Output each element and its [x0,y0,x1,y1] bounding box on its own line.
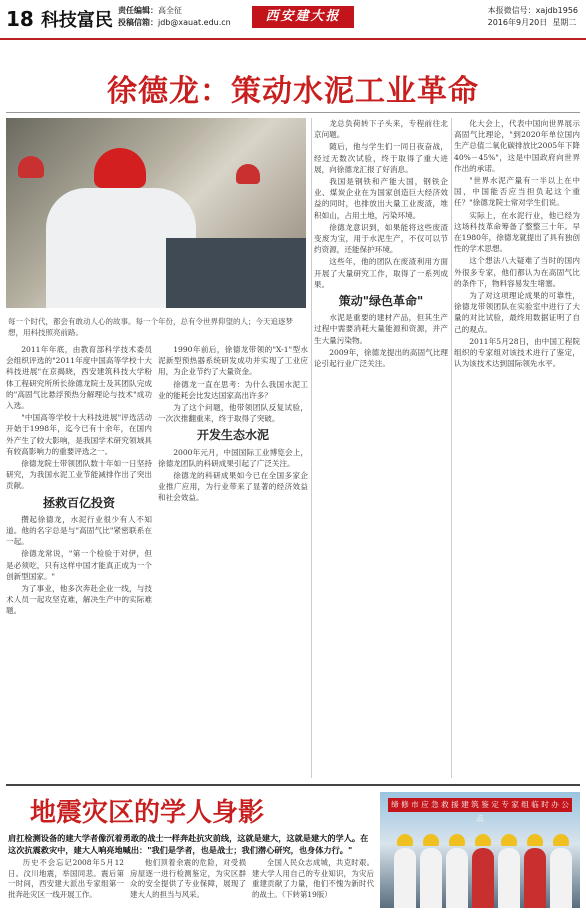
photo-banner: 缔 修 市 应 急 救 援 建 筑 鉴 定 专 家 组 临 时 办 公 点 [388,798,572,812]
paragraph: 为了事业，他多次奔赴企业一线，与技术人员一起攻坚克难，解决生产中的实际难题。 [6,584,152,616]
bottom-column-2 [130,858,246,908]
issue-weekday: 星期二 [552,18,577,27]
article-column-3 [314,118,448,778]
paragraph: 龙总负荷转下子头来，专程前往北京问题。 [314,119,448,140]
paragraph: 2000年元月，中国国际工业博览会上，徐德龙团队的科研成果引起了广泛关注。 [158,447,308,468]
paragraph: 历史不会忘记2008年5月12日。汶川地震，举国同悲。震后第一时间，西安建大派出专家组第一批奔赴灾区一线开展工作。 [8,858,124,899]
desk-shape [166,238,306,308]
editor-name: 高全征 [158,6,182,15]
earthquake-team-photo [380,792,580,908]
column-divider [451,118,452,778]
paragraph: 全国人民众志成城，共克时艰。建大学人用自己的专业知识，为灾后重建贡献了力量，他们不愧为新时代的战士。（下转第19版） [252,858,374,899]
paragraph: 这个想法八大疑难了当时的国内外很多专家，他们都认为在高固气比的条件下，物料容易发生堵塞。 [454,256,580,288]
page-header-left [6,6,113,32]
paragraph: 他们顶着余震的危险，对受损房屋逐一进行检测鉴定，为灾区群众的安全提供了专业保障，展现了建大人的担当与风采。 [130,858,246,899]
column-divider [311,118,312,778]
helmet-icon [18,156,44,178]
section-divider [6,784,580,786]
bottom-column-3 [252,858,374,908]
helmet-icon [94,148,146,188]
paragraph: 这些年，他的团队在废渣利用方面开展了大量研究工作，取得了一系列成果。 [314,257,448,289]
masthead [0,0,586,40]
worker-figure [394,848,416,908]
helmet-icon [236,164,260,184]
paragraph: 2011年5月28日，由中国工程院组织的专家组对该技术进行了鉴定，认为该技术达到国际领先水平。 [454,336,580,369]
issue-date: 2016年9月20日 [487,18,548,27]
paragraph: 水泥是重要的建材产品，但其生产过程中需要消耗大量能源和资源，并产生大量污染物。 [314,313,448,345]
wechat-id: xajdb1956 [535,6,578,15]
issue-info [488,5,578,29]
paragraph: 为了这个问题，他带领团队反复试验，一次次推翻重来，终于取得了突破。 [158,403,308,424]
editor-info [118,5,231,29]
secondary-headline: 地震灾区的学人身影 [30,798,265,828]
editor-label: 责任编辑： [118,6,158,15]
paragraph: 徐德龙常说，"第一个检验于对伊，但是必须吃，只有这样中国才能真正成为一个创新型国家。" [6,549,152,581]
paragraph: "世界水泥产量有一半以上在中国，中国能否应当担负起这个重任？"徐德龙院士常对学生们说。 [454,176,580,208]
photo-caption: 每一个时代，都会有敢动人心的故事。每一个年份，总有令世界仰望的人；今天追逐梦想，用科技照亮前路。 [8,317,293,337]
paragraph: 我国是钢铁和产能大国，钢铁企业、煤炭企业在为国家创造巨大经济效益的同时，也排放出大量工业废渣，堆积如山，占用土地，污染环境。 [314,177,448,220]
worker-figure [472,848,494,908]
wechat-label: 本报微信号： [487,6,536,15]
bottom-column-1 [8,858,124,908]
paragraph: 徐德龙院士带领团队数十年如一日坚持研究，为我国水泥工业节能减排作出了突出贡献。 [6,459,152,491]
paragraph: 徐德龙的科研成果如今已在全国多家企业推广应用，为行业带来了显著的经济效益和社会效益。 [158,471,308,503]
paragraph: 徐德龙意识到，如果能将这些废渣变废为宝，用于水泥生产，不仅可以节约资源，还能保护环境。 [314,222,448,255]
paragraph: "中国高等学校十大科技进展"评选活动开始于1998年，迄今已有十余年，在国内外产生了较大影响，是我国学术研究领域具有较高影响力的重要评选之一。 [6,413,152,456]
paragraph: 2011年年底，由教育部科学技术委员会组织评选的"2011年度中国高等学校十大科技进展"在京揭晓，西安建筑科技大学粉体工程研究所所长徐德龙院士及其团队完成的"高固气比悬浮预热分解理论与技术"成功入选。 [6,345,152,411]
paragraph: 2009年，徐德龙提出的高固气比理论引起行业广泛关注。 [314,347,448,369]
worker-figure [420,848,442,908]
paragraph: 徐德龙一直在思考：为什么我国水泥工业的能耗会比发达国家高出许多？ [158,379,308,400]
email-address[interactable]: jdb@xauat.edu.cn [158,18,231,27]
worker-figure [524,848,546,908]
worker-figure [550,848,572,908]
paragraph: 1990年前后，徐德龙带领的"X-1"型水泥新型预热器系统研发成功并实现了工业应用，为企业节约了大量资金。 [158,345,308,377]
paragraph: 随后，他与学生们一同日夜奋战，经过无数次试验，终于取得了重大进展，向徐德龙汇报了好消息。 [314,142,448,174]
article-deck: 肩扛检测设备的建大学者像沉着勇敢的战士一样奔赴抗灾前线，这就是建大，这就是建大的学人。在这次抗震救灾中，建大人响亮地喊出："我们是学者，也是战士；我们潜心研究，也身体力行。" [8,833,369,855]
main-headline: 徐德龙：策动水泥工业革命 [107,74,479,109]
section-title: 科技富民 [40,10,113,31]
paragraph: 化大会上，代表中国向世界展示高固气比理论，"到2020年单位国内生产总值二氧化碳排放比2005年下降40%－45%"，这是中国政府向世界作出的承诺。 [454,119,580,173]
subheading: 开发生态水泥 [196,428,269,443]
construction-site-photo [6,118,306,308]
paragraph: 为了对这项理论成果的可靠性，徐德龙带领团队在实验室中进行了大量的对比试验，最终用数据证明了自己的观点。 [454,291,580,334]
article-column-4 [454,118,580,778]
worker-figure [498,848,520,908]
article-column-1 [6,344,152,778]
worker-figure [446,848,468,908]
newspaper-logo: 西安建大报 [252,6,354,28]
paragraph: 攒起徐德龙，水泥行业很少有人不知道。他的名字总是与"高固气比"紧密联系在一起。 [6,514,152,547]
subheading: 策动"绿色革命" [338,294,424,309]
article-column-2 [158,344,308,778]
page-number: 18 [6,7,34,31]
headline-divider [6,112,580,113]
email-label: 投稿信箱： [118,18,158,27]
subheading: 拯救百亿投资 [42,495,115,510]
paragraph: 实际上，在水泥行业，他已经为这场科技革命筹备了整整三十年。早在1980年，徐德龙就提出了具有独创性的学术思想。 [454,210,580,254]
